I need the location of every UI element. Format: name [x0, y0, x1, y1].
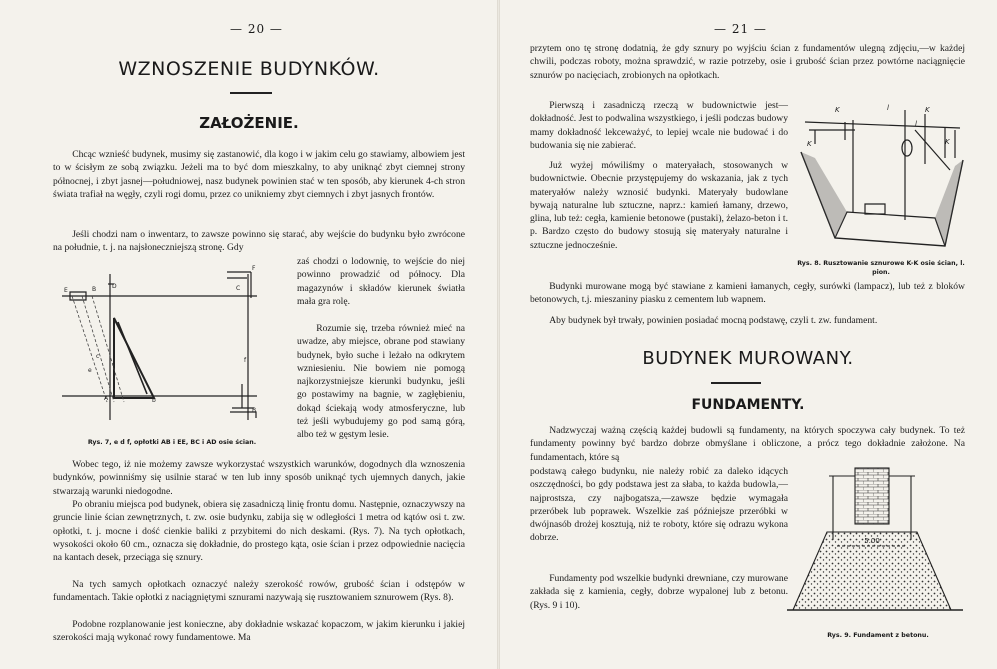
- paragraph: Jeśli chodzi nam o inwentarz, to zawsze powinno się starać, aby wejście do budynku było zwrócone na południe, t. j. na najsłoneczniejszą stronę. Gdy: [53, 229, 465, 254]
- page-number: — 21 —: [714, 22, 767, 36]
- section-title: ZAŁOŻENIE.: [199, 114, 299, 132]
- svg-text:c: c: [96, 353, 100, 360]
- figure-7-stake-layout: [52, 262, 292, 434]
- page-title: BUDYNEK MUROWANY.: [642, 348, 854, 369]
- paragraph: przytem ono tę stronę dodatnią, że gdy sznury po wyjściu ścian z fundamentów ulegną zdjęciu,—w każdej chwili, podczas roboty, można sprawdzić, w razie potrzeby, osie i grubość ścian przez powtórne naciągnięcie sznurów po nacięciach, zrobionych na opłotkach.: [530, 43, 965, 81]
- svg-text:l: l: [915, 120, 917, 128]
- figure-8-string-scaffolding: [795, 100, 969, 255]
- paragraph: Na tych samych opłotkach oznaczyć należy szerokość rowów, grubość ścian i odstępów w fundamentach. Takie opłotki z naciągniętymi sznurami nazywają się rusztowaniem sznurowem (Rys. 8).: [53, 579, 465, 604]
- paragraph: Już wyżej mówiliśmy o materyałach, stosowanych w budownictwie. Obecnie przystępujemy do wskazania, jak z tych materyałów należy wznosić budynki. Materyały budowlane bywają naturalne lub sztuczne, naprz.: kamień łamany, drzewo, glina, lub też: cegła, kamienie betonowe (pustaki), żelazo-beton i t. p. Bardzo często do budowy stosują się materyały naturalne i sztuczne jednocześnie.: [530, 160, 788, 251]
- svg-text:C: C: [236, 285, 241, 292]
- section-title: FUNDAMENTY.: [691, 397, 805, 413]
- svg-text:e: e: [88, 367, 92, 374]
- paragraph: Pierwszą i zasadniczą rzeczą w budownictwie jest—dokładność. Jest to podwalina wszystkiego, i jeśli podczas budowy mamy dokładność lekceważyć, to lepiej wcale nie budować i do budowania się nie zabierać.: [530, 100, 788, 151]
- paragraph: Rozumie się, trzeba również mieć na uwadze, aby miejsce, obrane pod stawiany budynek, było suche i leżało na odkrytem wzniesieniu. Nie bowiem nie pomogą najkorzystniejsze kierunki budynku, jeśli go postawimy na bagnie, w zagłębieniu, dokąd ściekają wody atmosferyczne, lub też jeśli wybudujemy go pod samą górą, albo też w gęstym lesie.: [297, 323, 465, 441]
- svg-text:K: K: [835, 106, 840, 114]
- svg-text:K: K: [807, 140, 812, 148]
- page-number: — 20 —: [230, 22, 283, 36]
- svg-text:K: K: [945, 138, 950, 146]
- paragraph: Aby budynek był trwały, powinien posiadać mocną podstawę, czyli t. zw. fundament.: [549, 315, 878, 326]
- paragraph: Nadzwyczaj ważną częścią każdej budowli są fundamenty, na których spoczywa cały budynek. To też fundamenty powinny być bardzo dobrze obmyślane i obliczone, a prócz tego dokładnie założone. Na fundamentach, które są: [530, 425, 965, 463]
- svg-text:E: E: [64, 287, 68, 294]
- svg-text:K: K: [925, 106, 930, 114]
- paragraph: Wobec tego, iż nie możemy zawsze wykorzystać wszystkich warunków, dogodnych dla wznoszenia budynków, powinniśmy się usilnie starać w ten lub inny sposób uniknąć tych ujemnych danych, jakie stwarzają warunki niedogodne.: [53, 459, 465, 497]
- left-page: [0, 0, 498, 669]
- title-rule: [711, 382, 761, 384]
- title-rule: [230, 92, 272, 94]
- right-page: [499, 0, 997, 669]
- svg-text:l: l: [887, 104, 889, 112]
- svg-text:D: D: [112, 283, 117, 290]
- paragraph: Budynki murowane mogą być stawiane z kamieni łamanych, cegły, surówki (lampacz), lub też z bloków betonowych, t.j. mieszaniny piasku z cementem lub wapnem.: [530, 281, 965, 306]
- svg-text:b: b: [152, 397, 156, 404]
- svg-text:B: B: [252, 407, 257, 414]
- paragraph: podstawą całego budynku, nie należy robić za daleko idących oszczędności, bo gdy podstawa jest za słaba, to każda budowla,—najprostsza, czy najbogatsza,—zawsze będzie wymagała przeróbek lub poprawek. Wszelkie zaś późniejsze przeróbki w dwójnasób drożej kosztują, niż te roboty, które się odrazu wykona dobrze.: [530, 466, 788, 544]
- paragraph: zaś chodzi o lodownię, to wejście do niej powinno prowadzić od północy. Dla magazynów i składów kierunek światła mała gra rolę.: [297, 256, 465, 307]
- paragraph: Fundamenty pod wszelkie budynki drewniane, czy murowane zakłada się z kamienia, cegły, dobrze wypalonej lub z betonu. (Rys. 9 i 10).: [530, 573, 788, 611]
- figure-9-concrete-foundation: [783, 460, 973, 625]
- svg-text:f: f: [244, 357, 247, 364]
- svg-text:F: F: [252, 265, 256, 272]
- figure-caption: Rys. 9. Fundament z betonu.: [827, 632, 929, 639]
- figure-dimension: 5.00: [864, 537, 880, 545]
- page-title: WZNOSZENIE BUDYNKÓW.: [118, 58, 380, 80]
- paragraph: Po obraniu miejsca pod budynek, obiera się zasadniczą linię frontu domu. Następnie, oznaczywszy na gruncie linie ścian zewnętrznych, t. zw. osie budynku, zabija się w odległości 1 metra od kątów osi t. zw. opłotki, t. j. mocne i dość cienkie baliki z przybitemi do nich deskami. (Rys. 7). Na tych opłotkach, wysokości około 60 cm., oznacza się dokładnie, do prostego kąta, osie ścian i przez odpowiednie nacięcia na kantach desek, przeciąga się sznury.: [53, 499, 465, 564]
- paragraph: Chcąc wznieść budynek, musimy się zastanowić, dla kogo i w jakim celu go stawiamy, albowiem jest to w ścisłym ze sobą związku. Jeżeli ma to być dom mieszkalny, to aby uniknąć zbyt ciemnej strony północnej, i zbyt jasnej—południowej, nasz budynek powinien stać w ten sposób, aby kierunek 4-ch stron świata trafiał na węgły, czyli rogi domu, przez co unikniemy zbyt ciemnych i zbyt jasnych frontów.: [53, 149, 465, 200]
- svg-text:B: B: [92, 286, 97, 293]
- figure-caption: Rys. 7, e d f, opłotki AB i EE, BC i AD osie ścian.: [87, 439, 257, 446]
- paragraph: Podobne rozplanowanie jest konieczne, aby dokładnie wskazać kopaczom, w jakim kierunku i jakiej szerokości mają wykonać rowy fundamentowe. Ma: [53, 619, 465, 644]
- figure-caption: Rys. 8. Rusztowanie sznurowe K-K osie ścian, l. pion.: [797, 260, 965, 276]
- svg-text:A: A: [104, 395, 109, 402]
